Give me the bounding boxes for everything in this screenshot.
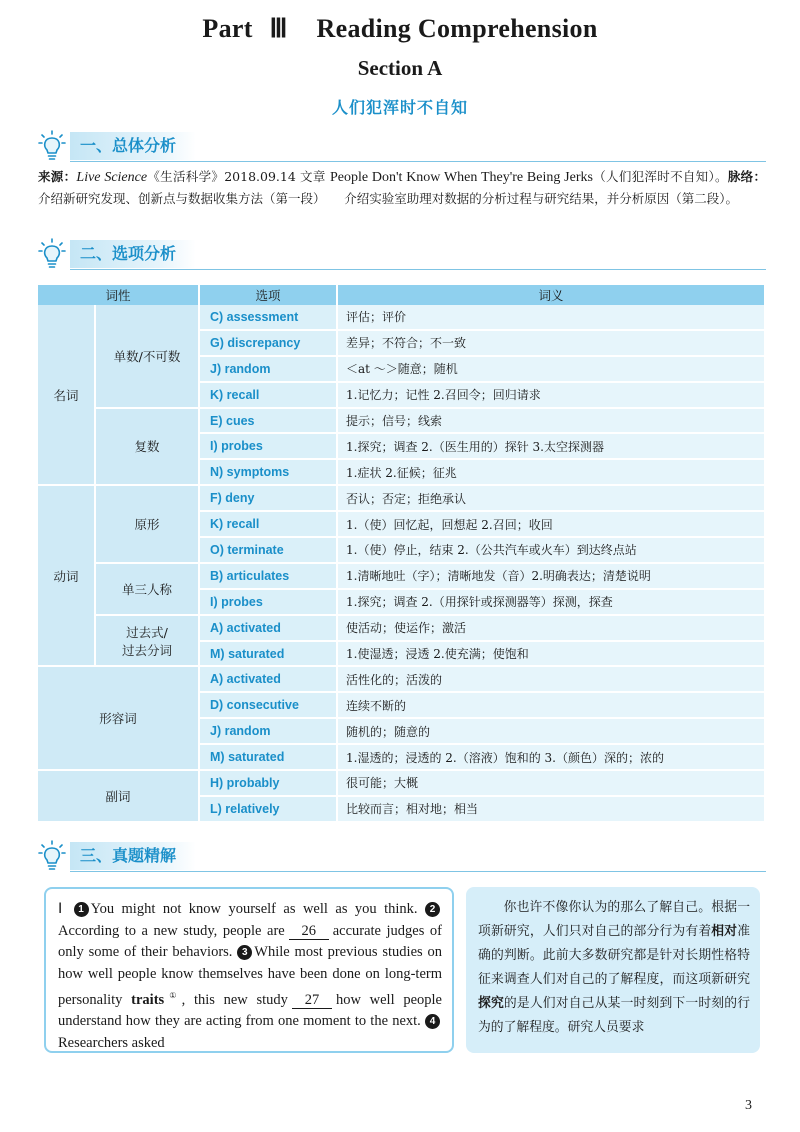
source-article-title: People Don't Know When They're Being Jerks [329, 170, 593, 185]
header-meaning: 词义 [338, 285, 766, 305]
meaning-cell: 1.探究；调查 2.（医生用的）探针 3.太空探测器 [338, 434, 766, 460]
part-label: Part [202, 14, 253, 43]
article-cn-title: 人们犯浑时不自知 [331, 98, 468, 117]
table-row [38, 616, 766, 642]
sub-third-person: 单三人称 [96, 564, 200, 616]
option-cell: H) probably [200, 771, 338, 797]
header-pos: 词性 [38, 285, 200, 305]
option-cell: J) random [200, 357, 338, 383]
sentence-number: 3 [237, 945, 252, 960]
source-publication: Live Science [76, 170, 148, 185]
section-heading-detail [38, 842, 766, 870]
sub-plural: 复数 [96, 409, 200, 487]
option-cell: O) terminate [200, 538, 338, 564]
keyword-traits: traits [131, 991, 165, 1008]
lightbulb-icon [38, 238, 66, 270]
meaning-cell: 1.记忆力；记性 2.召回令；回归请求 [338, 383, 766, 409]
section-heading-label: 三、真题精解 [70, 842, 196, 870]
section-divider [70, 871, 766, 872]
option-cell: E) cues [200, 409, 338, 435]
translation-part-1: 你也许不像你认为的那么了解自己。根据一项新研究，人们只对自己的部分行为有着 [478, 900, 750, 939]
blank-27[interactable]: 27 [292, 992, 332, 1009]
sentence-3a: While most previous studies on how well people know themselves have been done on long-term personality [58, 944, 443, 1008]
section-heading-overview [38, 132, 766, 160]
section-heading-label: 二、选项分析 [70, 240, 196, 268]
meaning-cell: 1.（使）停止，结束 2.（公共汽车或火车）到达终点站 [338, 538, 766, 564]
option-cell: A) activated [200, 667, 338, 693]
passage-box [44, 887, 454, 1053]
sub-past-line1: 过去式/ [126, 624, 168, 640]
translation-keyword-relative: 相对 [711, 924, 738, 939]
meaning-cell: 评估；评价 [338, 305, 766, 331]
source-label: 来源： [38, 169, 77, 184]
part-roman-numeral: Ⅲ [269, 14, 288, 43]
option-cell: J) random [200, 719, 338, 745]
vocabulary-table [38, 285, 766, 823]
meaning-cell: ＜at ～＞随意；随机 [338, 357, 766, 383]
sub-past-line2: 过去分词 [122, 642, 173, 658]
source-detail: 《生活科学》2018.09.14 文章 [147, 169, 330, 184]
header-option: 选项 [200, 285, 338, 305]
pos-verb: 动词 [38, 486, 96, 667]
sentence-2b: accurate judges of only some of their behaviors. [58, 922, 442, 960]
option-cell: N) symptoms [200, 460, 338, 486]
sub-base: 原形 [96, 486, 200, 564]
table-row [38, 305, 766, 331]
meaning-cell: 随机的；随意的 [338, 719, 766, 745]
sub-past [96, 616, 200, 668]
section-divider [70, 269, 766, 270]
option-cell: I) probes [200, 590, 338, 616]
meaning-cell: 使活动；使运作；激活 [338, 616, 766, 642]
meaning-cell: 否认；否定；拒绝承认 [338, 486, 766, 512]
option-cell: M) saturated [200, 642, 338, 668]
option-cell: F) deny [200, 486, 338, 512]
meaning-cell: 比较而言；相对地；相当 [338, 797, 766, 823]
option-cell: M) saturated [200, 745, 338, 771]
pos-adverb: 副词 [38, 771, 200, 823]
meaning-cell: 1.湿透的；浸透的 2.（溶液）饱和的 3.（颜色）深的；浓的 [338, 745, 766, 771]
page-number: 3 [745, 1098, 752, 1113]
table-row [38, 486, 766, 512]
option-cell: K) recall [200, 383, 338, 409]
sentence-number: 2 [425, 902, 440, 917]
option-cell: C) assessment [200, 305, 338, 331]
paragraph-mark: Ⅰ [58, 901, 67, 917]
option-cell: B) articulates [200, 564, 338, 590]
sub-countable: 单数/不可数 [96, 305, 200, 409]
section-divider [70, 161, 766, 162]
sentence-3b: , this new study [181, 991, 288, 1008]
table-header-row [38, 285, 766, 305]
option-cell: K) recall [200, 512, 338, 538]
footnote-marker: ① [164, 991, 182, 1000]
source-cn-title: （人们犯浑时不自知）。 [592, 169, 728, 184]
section-heading-options [38, 240, 766, 268]
option-cell: D) consecutive [200, 693, 338, 719]
translation-box [466, 887, 760, 1053]
meaning-cell: 1.（使）回忆起，回想起 2.召回；收回 [338, 512, 766, 538]
meaning-cell: 提示；信号；线索 [338, 409, 766, 435]
table-row [38, 667, 766, 693]
lightbulb-icon [38, 840, 66, 872]
pos-adjective: 形容词 [38, 667, 200, 771]
context-text: 介绍新研究发现、创新点与数据收集方法（第一段） 介绍实验室助理对数据的分析过程与研究结果，并分析原因（第二段）。 [38, 191, 739, 206]
meaning-cell: 差异；不符合；不一致 [338, 331, 766, 357]
context-label: 脉络： [727, 169, 766, 184]
blank-26[interactable]: 26 [289, 923, 329, 940]
sentence-2a: According to a new study, people are [58, 922, 285, 939]
translation-part-3: 的是人们对自己从某一时刻到下一时刻的行为的了解程度。研究人员要求 [478, 996, 751, 1035]
sentence-1: You might not know yourself as well as you think. [90, 901, 418, 917]
sentence-number: 1 [74, 902, 89, 917]
option-cell: I) probes [200, 434, 338, 460]
translation-part-2: 准确的判断。此前大多数研究都是针对长期性格特征来调查人们对自己的了解程度，而这项新研究 [478, 924, 751, 987]
meaning-cell: 1.使湿透；浸透 2.使充满；使饱和 [338, 642, 766, 668]
lightbulb-icon [38, 130, 66, 162]
table-row [38, 564, 766, 590]
section-heading-label: 一、总体分析 [70, 132, 196, 160]
section-title: Section A [357, 56, 443, 80]
part-title: Reading Comprehension [316, 14, 598, 43]
page-title [0, 14, 800, 44]
option-cell: G) discrepancy [200, 331, 338, 357]
meaning-cell: 1.清晰地吐（字）；清晰地发（音）2.明确表达；清楚说明 [338, 564, 766, 590]
option-cell: L) relatively [200, 797, 338, 823]
table-row [38, 771, 766, 797]
table-row [38, 409, 766, 435]
overview-summary [38, 166, 766, 209]
meaning-cell: 1.探究；调查 2.（用探针或探测器等）探测，探查 [338, 590, 766, 616]
pos-noun: 名词 [38, 305, 96, 486]
meaning-cell: 活性化的；活泼的 [338, 667, 766, 693]
translation-keyword-probe: 探究 [478, 996, 504, 1011]
option-cell: A) activated [200, 616, 338, 642]
meaning-cell: 1.症状 2.征候；征兆 [338, 460, 766, 486]
meaning-cell: 连续不断的 [338, 693, 766, 719]
meaning-cell: 很可能；大概 [338, 771, 766, 797]
sentence-number: 4 [425, 1014, 440, 1029]
sentence-3c: how well people understand how they are acting from one moment to the next. [58, 991, 442, 1030]
sentence-4: Researchers asked [58, 1034, 165, 1051]
